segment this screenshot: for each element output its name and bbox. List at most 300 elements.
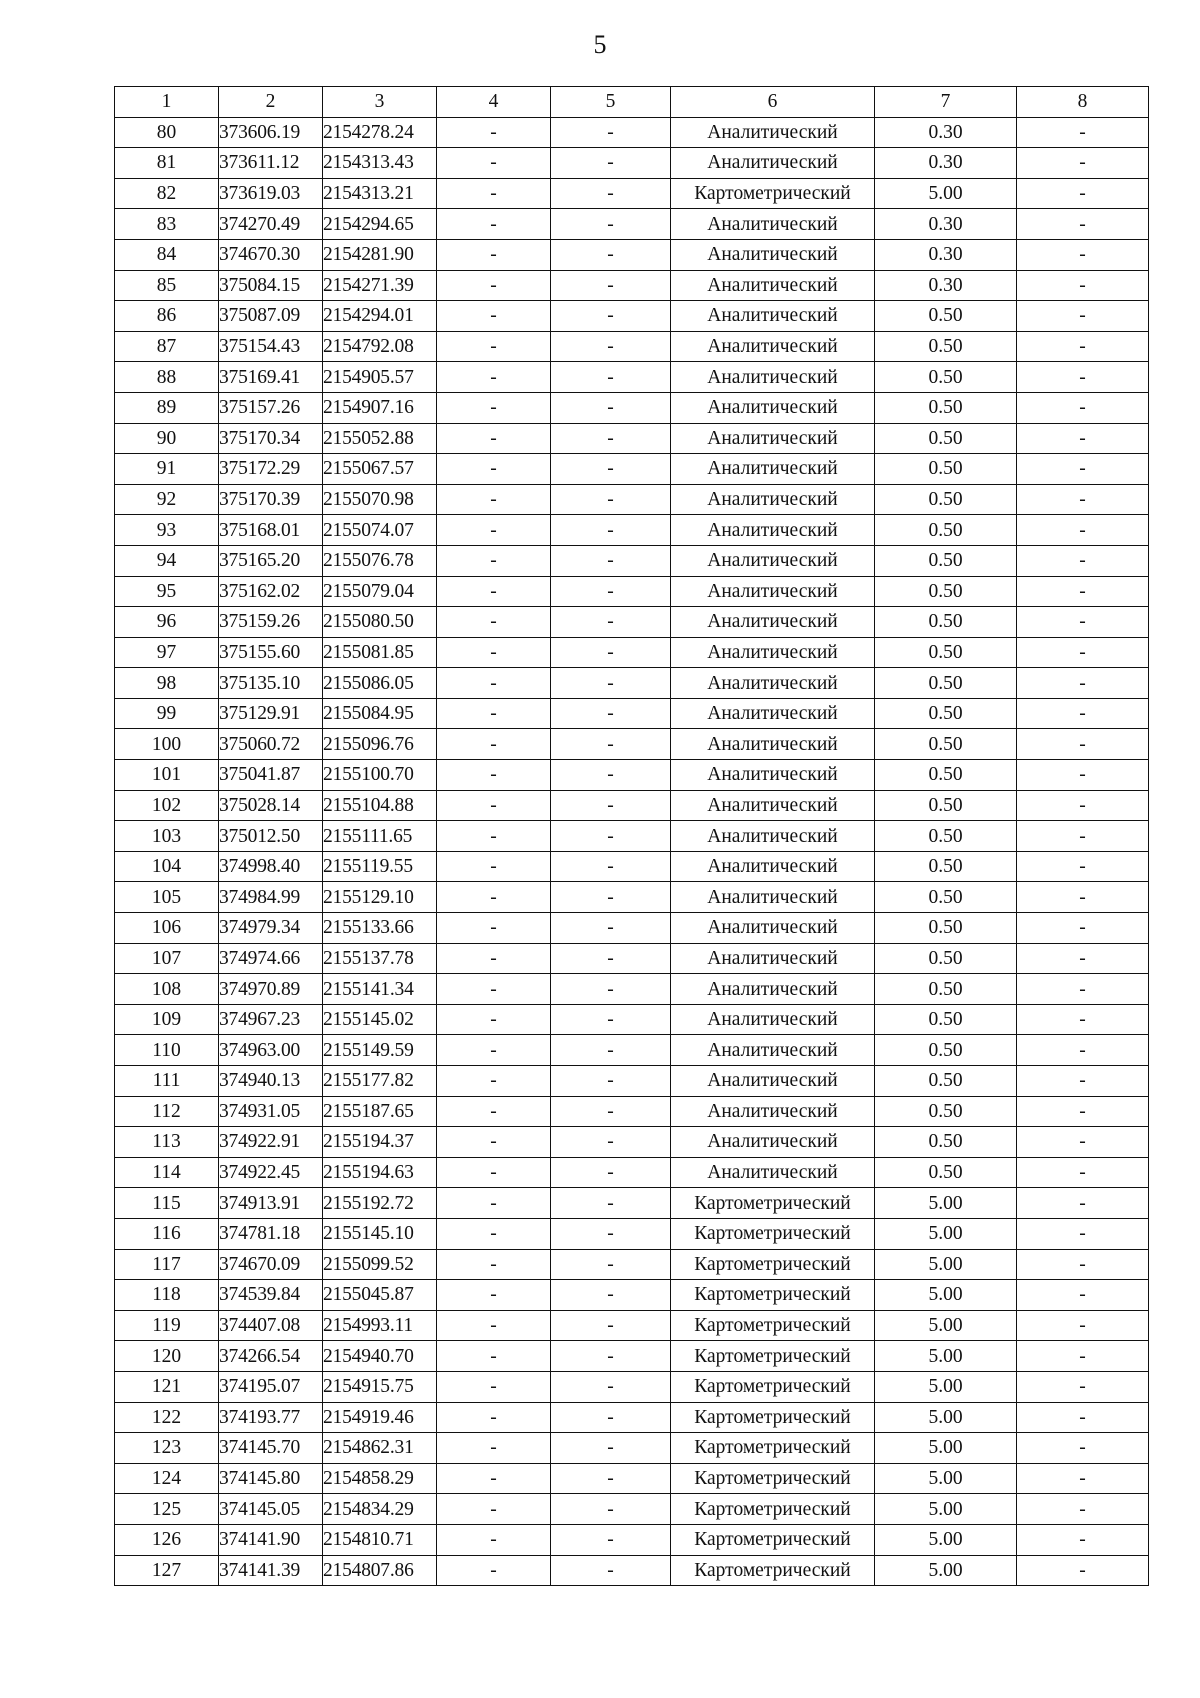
- cell-method: Картометрический: [671, 1402, 875, 1433]
- cell-accuracy: 0.50: [875, 515, 1017, 546]
- cell-col-5-value: -: [551, 1371, 671, 1402]
- table-row: [115, 301, 1149, 332]
- cell-col-5-value: -: [551, 1127, 671, 1158]
- cell-col-4-value: -: [437, 454, 551, 485]
- cell-method: Аналитический: [671, 545, 875, 576]
- cell-col-5-value: -: [551, 821, 671, 852]
- cell-method: Картометрический: [671, 1249, 875, 1280]
- cell-coordinate-y: 2154858.29: [323, 1463, 437, 1494]
- cell-coordinate-x: 374922.45: [219, 1157, 323, 1188]
- cell-col-8-value: -: [1017, 1066, 1149, 1097]
- cell-coordinate-x: 374141.39: [219, 1555, 323, 1586]
- table-row: [115, 851, 1149, 882]
- cell-col-5-value: -: [551, 301, 671, 332]
- cell-col-4-value: -: [437, 1280, 551, 1311]
- cell-accuracy: 0.30: [875, 209, 1017, 240]
- coordinates-table: [114, 86, 1149, 1586]
- header-row: [115, 87, 1149, 118]
- cell-coordinate-y: 2155145.10: [323, 1218, 437, 1249]
- cell-method: Картометрический: [671, 1463, 875, 1494]
- table-row: [115, 882, 1149, 913]
- table-row: [115, 1310, 1149, 1341]
- cell-coordinate-y: 2154810.71: [323, 1524, 437, 1555]
- cell-method: Аналитический: [671, 760, 875, 791]
- cell-coordinate-x: 374270.49: [219, 209, 323, 240]
- cell-col-4-value: -: [437, 1096, 551, 1127]
- cell-coordinate-x: 375170.34: [219, 423, 323, 454]
- cell-col-8-value: -: [1017, 760, 1149, 791]
- cell-col-8-value: -: [1017, 698, 1149, 729]
- cell-accuracy: 5.00: [875, 1524, 1017, 1555]
- cell-coordinate-y: 2155079.04: [323, 576, 437, 607]
- cell-col-5-value: -: [551, 1341, 671, 1372]
- cell-method: Аналитический: [671, 882, 875, 913]
- cell-point-number: 120: [115, 1341, 219, 1372]
- column-header-8: 8: [1017, 87, 1149, 118]
- cell-col-4-value: -: [437, 545, 551, 576]
- cell-col-8-value: -: [1017, 209, 1149, 240]
- cell-col-8-value: -: [1017, 331, 1149, 362]
- cell-col-4-value: -: [437, 821, 551, 852]
- cell-col-4-value: -: [437, 270, 551, 301]
- cell-coordinate-y: 2155133.66: [323, 913, 437, 944]
- cell-col-4-value: -: [437, 1494, 551, 1525]
- cell-col-8-value: -: [1017, 1433, 1149, 1464]
- cell-col-4-value: -: [437, 1524, 551, 1555]
- table-body: [115, 117, 1149, 1586]
- cell-col-4-value: -: [437, 1433, 551, 1464]
- cell-point-number: 82: [115, 178, 219, 209]
- cell-coordinate-x: 373611.12: [219, 148, 323, 179]
- cell-method: Аналитический: [671, 1157, 875, 1188]
- cell-col-8-value: -: [1017, 943, 1149, 974]
- cell-coordinate-y: 2155070.98: [323, 484, 437, 515]
- cell-coordinate-y: 2154907.16: [323, 392, 437, 423]
- cell-accuracy: 0.50: [875, 301, 1017, 332]
- cell-col-4-value: -: [437, 943, 551, 974]
- cell-col-8-value: -: [1017, 454, 1149, 485]
- table-row: [115, 239, 1149, 270]
- cell-col-5-value: -: [551, 1402, 671, 1433]
- cell-col-5-value: -: [551, 668, 671, 699]
- cell-point-number: 90: [115, 423, 219, 454]
- cell-accuracy: 0.50: [875, 331, 1017, 362]
- cell-col-8-value: -: [1017, 1188, 1149, 1219]
- cell-col-5-value: -: [551, 1157, 671, 1188]
- table-row: [115, 1127, 1149, 1158]
- cell-col-5-value: -: [551, 423, 671, 454]
- cell-coordinate-y: 2154313.21: [323, 178, 437, 209]
- cell-coordinate-y: 2155119.55: [323, 851, 437, 882]
- cell-col-5-value: -: [551, 760, 671, 791]
- cell-method: Аналитический: [671, 821, 875, 852]
- cell-col-8-value: -: [1017, 1249, 1149, 1280]
- cell-col-8-value: -: [1017, 913, 1149, 944]
- cell-point-number: 94: [115, 545, 219, 576]
- cell-method: Аналитический: [671, 943, 875, 974]
- cell-col-8-value: -: [1017, 362, 1149, 393]
- cell-point-number: 115: [115, 1188, 219, 1219]
- cell-coordinate-x: 375154.43: [219, 331, 323, 362]
- cell-method: Картометрический: [671, 1280, 875, 1311]
- cell-col-5-value: -: [551, 851, 671, 882]
- cell-accuracy: 0.50: [875, 454, 1017, 485]
- cell-col-5-value: -: [551, 117, 671, 148]
- cell-method: Картометрический: [671, 1433, 875, 1464]
- cell-method: Аналитический: [671, 1004, 875, 1035]
- cell-point-number: 99: [115, 698, 219, 729]
- cell-coordinate-x: 374979.34: [219, 913, 323, 944]
- cell-coordinate-y: 2155145.02: [323, 1004, 437, 1035]
- table-header: [115, 87, 1149, 118]
- table-row: [115, 913, 1149, 944]
- table-row: [115, 698, 1149, 729]
- cell-accuracy: 0.50: [875, 790, 1017, 821]
- column-header-3: 3: [323, 87, 437, 118]
- column-header-4: 4: [437, 87, 551, 118]
- cell-method: Аналитический: [671, 974, 875, 1005]
- cell-method: Аналитический: [671, 484, 875, 515]
- cell-col-8-value: -: [1017, 1004, 1149, 1035]
- page-number: 5: [593, 30, 607, 59]
- cell-accuracy: 0.50: [875, 851, 1017, 882]
- cell-point-number: 116: [115, 1218, 219, 1249]
- cell-point-number: 101: [115, 760, 219, 791]
- cell-col-4-value: -: [437, 698, 551, 729]
- cell-col-4-value: -: [437, 331, 551, 362]
- cell-coordinate-y: 2154271.39: [323, 270, 437, 301]
- table-row: [115, 668, 1149, 699]
- table-row: [115, 178, 1149, 209]
- cell-coordinate-y: 2155194.63: [323, 1157, 437, 1188]
- cell-accuracy: 0.50: [875, 760, 1017, 791]
- cell-accuracy: 0.50: [875, 974, 1017, 1005]
- cell-coordinate-y: 2154834.29: [323, 1494, 437, 1525]
- cell-coordinate-y: 2155080.50: [323, 607, 437, 638]
- cell-col-8-value: -: [1017, 974, 1149, 1005]
- cell-col-4-value: -: [437, 1310, 551, 1341]
- cell-coordinate-x: 375129.91: [219, 698, 323, 729]
- table-row: [115, 943, 1149, 974]
- cell-accuracy: 0.50: [875, 637, 1017, 668]
- cell-col-5-value: -: [551, 392, 671, 423]
- cell-accuracy: 0.50: [875, 484, 1017, 515]
- cell-method: Аналитический: [671, 698, 875, 729]
- table-row: [115, 1341, 1149, 1372]
- cell-point-number: 111: [115, 1066, 219, 1097]
- cell-col-8-value: -: [1017, 515, 1149, 546]
- cell-coordinate-y: 2154807.86: [323, 1555, 437, 1586]
- cell-point-number: 113: [115, 1127, 219, 1158]
- cell-accuracy: 0.30: [875, 148, 1017, 179]
- cell-col-5-value: -: [551, 698, 671, 729]
- table-row: [115, 1004, 1149, 1035]
- column-header-6: 6: [671, 87, 875, 118]
- cell-point-number: 83: [115, 209, 219, 240]
- cell-point-number: 118: [115, 1280, 219, 1311]
- cell-accuracy: 5.00: [875, 1463, 1017, 1494]
- table-row: [115, 1280, 1149, 1311]
- table-row: [115, 1494, 1149, 1525]
- table-row: [115, 607, 1149, 638]
- cell-col-5-value: -: [551, 1096, 671, 1127]
- cell-point-number: 95: [115, 576, 219, 607]
- cell-accuracy: 5.00: [875, 1218, 1017, 1249]
- cell-col-4-value: -: [437, 392, 551, 423]
- cell-col-5-value: -: [551, 1249, 671, 1280]
- column-header-7: 7: [875, 87, 1017, 118]
- cell-col-4-value: -: [437, 882, 551, 913]
- cell-method: Аналитический: [671, 392, 875, 423]
- cell-accuracy: 5.00: [875, 1555, 1017, 1586]
- cell-accuracy: 0.50: [875, 576, 1017, 607]
- cell-col-8-value: -: [1017, 148, 1149, 179]
- cell-col-4-value: -: [437, 148, 551, 179]
- table-row: [115, 515, 1149, 546]
- cell-col-5-value: -: [551, 1218, 671, 1249]
- cell-coordinate-y: 2155045.87: [323, 1280, 437, 1311]
- cell-col-5-value: -: [551, 1463, 671, 1494]
- cell-coordinate-x: 375028.14: [219, 790, 323, 821]
- cell-col-5-value: -: [551, 607, 671, 638]
- cell-coordinate-x: 375155.60: [219, 637, 323, 668]
- cell-coordinate-x: 374670.09: [219, 1249, 323, 1280]
- table-row: [115, 331, 1149, 362]
- cell-coordinate-x: 374984.99: [219, 882, 323, 913]
- cell-col-5-value: -: [551, 1035, 671, 1066]
- cell-col-5-value: -: [551, 943, 671, 974]
- cell-point-number: 102: [115, 790, 219, 821]
- cell-method: Картометрический: [671, 1341, 875, 1372]
- cell-col-4-value: -: [437, 913, 551, 944]
- cell-col-8-value: -: [1017, 790, 1149, 821]
- cell-coordinate-y: 2155052.88: [323, 423, 437, 454]
- cell-accuracy: 5.00: [875, 1341, 1017, 1372]
- cell-col-8-value: -: [1017, 637, 1149, 668]
- column-header-5: 5: [551, 87, 671, 118]
- cell-accuracy: 0.30: [875, 117, 1017, 148]
- table-row: [115, 1433, 1149, 1464]
- cell-method: Картометрический: [671, 1555, 875, 1586]
- cell-accuracy: 5.00: [875, 1371, 1017, 1402]
- cell-col-5-value: -: [551, 545, 671, 576]
- cell-coordinate-x: 375170.39: [219, 484, 323, 515]
- cell-method: Аналитический: [671, 913, 875, 944]
- cell-point-number: 117: [115, 1249, 219, 1280]
- cell-col-8-value: -: [1017, 392, 1149, 423]
- cell-accuracy: 5.00: [875, 178, 1017, 209]
- cell-point-number: 96: [115, 607, 219, 638]
- cell-coordinate-y: 2154905.57: [323, 362, 437, 393]
- cell-point-number: 81: [115, 148, 219, 179]
- cell-col-4-value: -: [437, 301, 551, 332]
- cell-accuracy: 0.50: [875, 943, 1017, 974]
- cell-col-8-value: -: [1017, 1127, 1149, 1158]
- cell-col-8-value: -: [1017, 1402, 1149, 1433]
- cell-col-8-value: -: [1017, 1524, 1149, 1555]
- cell-col-8-value: -: [1017, 545, 1149, 576]
- cell-accuracy: 0.50: [875, 882, 1017, 913]
- cell-col-5-value: -: [551, 637, 671, 668]
- cell-coordinate-x: 374141.90: [219, 1524, 323, 1555]
- cell-accuracy: 5.00: [875, 1433, 1017, 1464]
- cell-method: Аналитический: [671, 209, 875, 240]
- cell-col-4-value: -: [437, 1157, 551, 1188]
- cell-coordinate-y: 2155129.10: [323, 882, 437, 913]
- cell-col-4-value: -: [437, 729, 551, 760]
- cell-col-4-value: -: [437, 178, 551, 209]
- table-row: [115, 484, 1149, 515]
- cell-point-number: 84: [115, 239, 219, 270]
- cell-point-number: 92: [115, 484, 219, 515]
- cell-col-4-value: -: [437, 1463, 551, 1494]
- cell-col-8-value: -: [1017, 1371, 1149, 1402]
- cell-col-5-value: -: [551, 1433, 671, 1464]
- cell-coordinate-y: 2154278.24: [323, 117, 437, 148]
- table-row: [115, 423, 1149, 454]
- table-row: [115, 392, 1149, 423]
- cell-method: Аналитический: [671, 423, 875, 454]
- cell-coordinate-x: 374913.91: [219, 1188, 323, 1219]
- cell-method: Аналитический: [671, 331, 875, 362]
- cell-accuracy: 0.50: [875, 668, 1017, 699]
- cell-col-8-value: -: [1017, 117, 1149, 148]
- table-row: [115, 117, 1149, 148]
- cell-col-5-value: -: [551, 270, 671, 301]
- table-row: [115, 729, 1149, 760]
- cell-col-4-value: -: [437, 1341, 551, 1372]
- cell-col-4-value: -: [437, 1218, 551, 1249]
- cell-method: Аналитический: [671, 454, 875, 485]
- cell-coordinate-x: 375087.09: [219, 301, 323, 332]
- cell-coordinate-y: 2155074.07: [323, 515, 437, 546]
- cell-col-4-value: -: [437, 1402, 551, 1433]
- cell-col-4-value: -: [437, 1188, 551, 1219]
- cell-col-8-value: -: [1017, 423, 1149, 454]
- cell-method: Аналитический: [671, 576, 875, 607]
- cell-accuracy: 0.50: [875, 698, 1017, 729]
- cell-col-8-value: -: [1017, 178, 1149, 209]
- cell-coordinate-x: 375012.50: [219, 821, 323, 852]
- cell-accuracy: 0.50: [875, 821, 1017, 852]
- cell-point-number: 89: [115, 392, 219, 423]
- cell-col-8-value: -: [1017, 882, 1149, 913]
- cell-method: Аналитический: [671, 729, 875, 760]
- cell-coordinate-y: 2155137.78: [323, 943, 437, 974]
- cell-method: Аналитический: [671, 1035, 875, 1066]
- cell-method: Аналитический: [671, 117, 875, 148]
- cell-col-4-value: -: [437, 515, 551, 546]
- cell-col-8-value: -: [1017, 239, 1149, 270]
- cell-col-5-value: -: [551, 1280, 671, 1311]
- table-row: [115, 362, 1149, 393]
- cell-col-4-value: -: [437, 851, 551, 882]
- cell-point-number: 124: [115, 1463, 219, 1494]
- cell-col-4-value: -: [437, 1371, 551, 1402]
- cell-accuracy: 0.50: [875, 913, 1017, 944]
- table-row: [115, 1188, 1149, 1219]
- cell-method: Аналитический: [671, 270, 875, 301]
- cell-point-number: 106: [115, 913, 219, 944]
- cell-coordinate-x: 374998.40: [219, 851, 323, 882]
- cell-method: Картометрический: [671, 1310, 875, 1341]
- cell-col-8-value: -: [1017, 729, 1149, 760]
- cell-point-number: 110: [115, 1035, 219, 1066]
- table-row: [115, 821, 1149, 852]
- cell-col-4-value: -: [437, 974, 551, 1005]
- table-row: [115, 760, 1149, 791]
- cell-coordinate-y: 2154281.90: [323, 239, 437, 270]
- cell-col-4-value: -: [437, 423, 551, 454]
- cell-col-4-value: -: [437, 239, 551, 270]
- cell-col-4-value: -: [437, 1555, 551, 1586]
- cell-method: Картометрический: [671, 1494, 875, 1525]
- cell-col-8-value: -: [1017, 668, 1149, 699]
- cell-point-number: 109: [115, 1004, 219, 1035]
- cell-accuracy: 0.50: [875, 729, 1017, 760]
- column-header-1: 1: [115, 87, 219, 118]
- cell-col-4-value: -: [437, 1066, 551, 1097]
- cell-point-number: 104: [115, 851, 219, 882]
- cell-method: Аналитический: [671, 1066, 875, 1097]
- cell-method: Аналитический: [671, 1127, 875, 1158]
- table-row: [115, 1463, 1149, 1494]
- cell-coordinate-x: 375165.20: [219, 545, 323, 576]
- cell-col-4-value: -: [437, 790, 551, 821]
- cell-col-5-value: -: [551, 1188, 671, 1219]
- cell-coordinate-x: 374145.80: [219, 1463, 323, 1494]
- cell-col-8-value: -: [1017, 484, 1149, 515]
- cell-coordinate-y: 2155141.34: [323, 974, 437, 1005]
- cell-coordinate-x: 374963.00: [219, 1035, 323, 1066]
- cell-col-4-value: -: [437, 607, 551, 638]
- cell-accuracy: 0.50: [875, 1127, 1017, 1158]
- cell-accuracy: 0.30: [875, 239, 1017, 270]
- cell-col-8-value: -: [1017, 1463, 1149, 1494]
- cell-col-5-value: -: [551, 974, 671, 1005]
- cell-coordinate-x: 374266.54: [219, 1341, 323, 1372]
- cell-col-4-value: -: [437, 760, 551, 791]
- cell-col-8-value: -: [1017, 576, 1149, 607]
- cell-coordinate-x: 374539.84: [219, 1280, 323, 1311]
- cell-point-number: 126: [115, 1524, 219, 1555]
- cell-point-number: 91: [115, 454, 219, 485]
- cell-point-number: 98: [115, 668, 219, 699]
- table-row: [115, 148, 1149, 179]
- cell-point-number: 122: [115, 1402, 219, 1433]
- cell-col-5-value: -: [551, 484, 671, 515]
- cell-coordinate-x: 374195.07: [219, 1371, 323, 1402]
- table-row: [115, 1035, 1149, 1066]
- cell-col-4-value: -: [437, 117, 551, 148]
- cell-col-4-value: -: [437, 1035, 551, 1066]
- cell-coordinate-y: 2155192.72: [323, 1188, 437, 1219]
- cell-accuracy: 0.50: [875, 607, 1017, 638]
- table-row: [115, 1371, 1149, 1402]
- cell-col-4-value: -: [437, 362, 551, 393]
- cell-coordinate-y: 2155099.52: [323, 1249, 437, 1280]
- cell-point-number: 114: [115, 1157, 219, 1188]
- cell-col-8-value: -: [1017, 1096, 1149, 1127]
- cell-col-5-value: -: [551, 515, 671, 546]
- cell-method: Аналитический: [671, 607, 875, 638]
- cell-coordinate-y: 2155104.88: [323, 790, 437, 821]
- cell-point-number: 103: [115, 821, 219, 852]
- cell-point-number: 108: [115, 974, 219, 1005]
- table-row: [115, 1249, 1149, 1280]
- cell-coordinate-x: 375060.72: [219, 729, 323, 760]
- cell-coordinate-y: 2155177.82: [323, 1066, 437, 1097]
